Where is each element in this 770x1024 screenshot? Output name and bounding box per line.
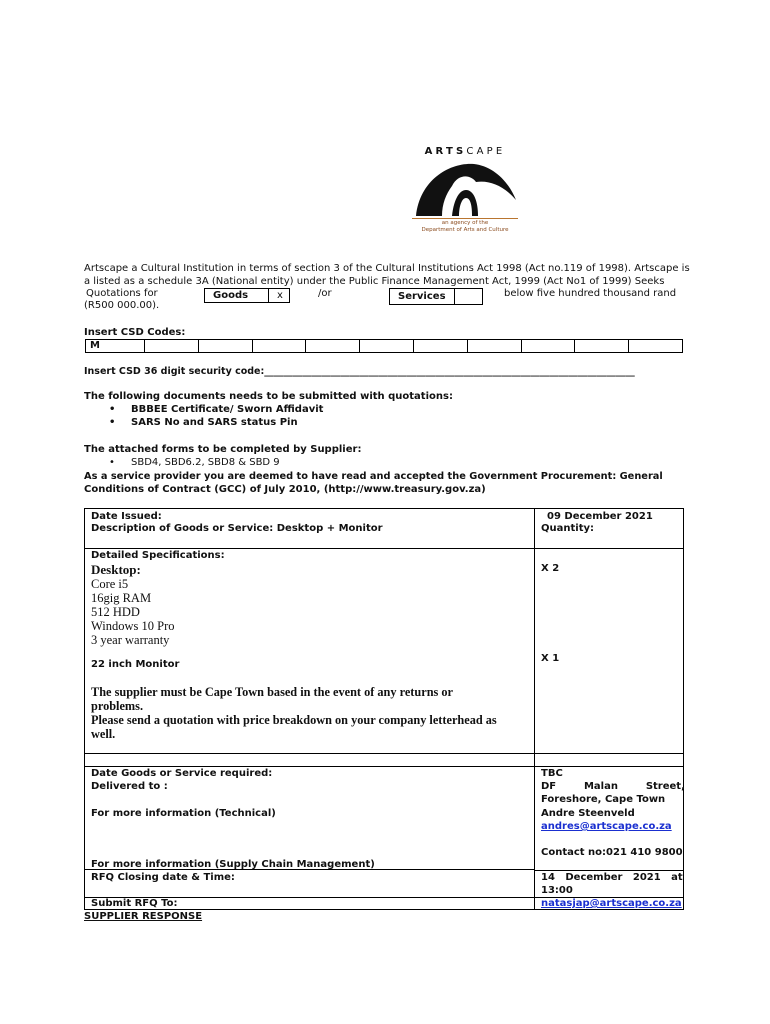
wordmark-light: CAPE — [466, 146, 506, 157]
services-checkbox-group — [389, 288, 483, 305]
tech-info-label: For more information (Technical) — [91, 808, 276, 819]
gcc-line-2: Conditions of Contract (GCC) of July 2010, (http://www.treasury.gov.za) — [84, 484, 486, 495]
quotations-for-label: Quotations for — [86, 288, 158, 299]
form-item: • SBD4, SBD6.2, SBD8 & SBD 9 — [131, 457, 280, 470]
below-amount-text: below five hundred thousand rand — [504, 288, 677, 299]
desktop-spec: Windows 10 Pro — [91, 619, 175, 633]
csd-code-cell[interactable] — [467, 340, 521, 353]
csd-code-cell[interactable] — [306, 340, 360, 353]
closing-time-value: 13:00 — [541, 885, 573, 896]
closing-date-value: 14 December 2021 at — [541, 872, 683, 883]
date-issued-value: 09 December 2021 — [547, 511, 653, 522]
tech-contact-email-link[interactable]: andres@artscape.co.za — [541, 821, 672, 832]
goods-checkbox[interactable]: x — [277, 290, 283, 301]
supplier-response-heading: SUPPLIER RESPONSE — [84, 911, 203, 922]
submit-rfq-label: Submit RFQ To: — [91, 898, 178, 909]
csd-code-cell[interactable] — [198, 340, 252, 353]
quantity-label: Quantity: — [541, 523, 594, 534]
security-code-label[interactable]: Insert CSD 36 digit security code:______________________________________________________________________________ — [84, 366, 635, 377]
desktop-quantity: X 2 — [541, 563, 560, 574]
csd-codes-label: Insert CSD Codes: — [84, 327, 186, 338]
supplier-note: The supplier must be Cape Town based in the event of any returns or — [91, 685, 454, 699]
csd-code-cell[interactable] — [413, 340, 467, 353]
services-divider — [454, 289, 455, 304]
csd-code-cell[interactable]: M — [86, 340, 145, 353]
or-text: /or — [318, 288, 332, 299]
csd-code-cell[interactable] — [629, 340, 683, 353]
desktop-spec: 3 year warranty — [91, 633, 170, 647]
specs-label: Detailed Specifications: — [91, 550, 225, 561]
amount-text: (R500 000.00). — [84, 300, 160, 311]
goods-divider — [268, 289, 269, 302]
goods-label: Goods — [213, 290, 249, 301]
document-item: • SARS No and SARS status Pin — [131, 417, 298, 430]
desktop-heading: Desktop: — [91, 562, 141, 577]
logo-divider — [412, 218, 518, 219]
date-issued-label: Date Issued: — [91, 511, 162, 522]
goods-checkbox-group — [204, 288, 290, 303]
table-row-divider — [534, 870, 683, 871]
desktop-spec: 512 HDD — [91, 605, 140, 619]
table-row-divider — [85, 548, 683, 549]
delivered-to-street: DF Malan Street, — [541, 781, 685, 792]
tech-contact-name: Andre Steenveld — [541, 808, 635, 819]
supplier-note: problems. — [91, 699, 144, 713]
date-required-value: TBC — [541, 768, 563, 779]
submit-email-link[interactable]: natasjap@artscape.co.za — [541, 898, 682, 909]
logo-tagline-2: Department of Arts and Culture — [421, 227, 509, 233]
table-row-divider — [85, 766, 683, 767]
csd-codes-table — [85, 339, 683, 353]
csd-code-cell[interactable] — [360, 340, 414, 353]
monitor-quantity: X 1 — [541, 653, 560, 664]
desktop-spec: Core i5 — [91, 577, 129, 591]
csd-code-cell[interactable] — [521, 340, 575, 353]
date-required-label: Date Goods or Service required: — [91, 768, 273, 779]
description-label: Description of Goods or Service: Desktop + Monitor — [91, 523, 383, 534]
csd-code-cell[interactable] — [145, 340, 199, 353]
document-item: • BBBEE Certificate/ Sworn Affidavit — [131, 404, 323, 417]
csd-code-cell[interactable] — [252, 340, 306, 353]
intro-line-1: Artscape a Cultural Institution in terms of section 3 of the Cultural Institutions Act 1998 (Act no.119 of 1998). Artscape is — [84, 263, 690, 274]
services-label: Services — [398, 291, 446, 302]
tech-contact-number: Contact no:021 410 9800 — [541, 847, 683, 858]
table-row-divider — [85, 753, 683, 754]
table-column-divider — [534, 509, 535, 909]
supplier-note: Please send a quotation with price breakdown on your company letterhead as — [91, 713, 497, 727]
desktop-spec: 16gig RAM — [91, 591, 152, 605]
forms-heading: The attached forms to be completed by Supplier: — [84, 444, 362, 455]
documents-heading: The following documents needs to be submitted with quotations: — [84, 391, 453, 402]
scm-info-label: For more information (Supply Chain Management) — [91, 859, 375, 870]
logo-tagline-1: an agency of the — [441, 220, 489, 226]
supplier-note: well. — [91, 727, 116, 741]
delivered-to-area: Foreshore, Cape Town — [541, 794, 666, 805]
gcc-line-1: As a service provider you are deemed to have read and accepted the Government Procurement: General — [84, 471, 663, 482]
closing-date-label: RFQ Closing date & Time: — [91, 872, 235, 883]
rfq-details-table — [84, 508, 684, 910]
wordmark-bold: ARTS — [424, 146, 467, 157]
delivered-to-label: Delivered to : — [91, 781, 168, 792]
csd-code-cell[interactable] — [575, 340, 629, 353]
intro-line-2: a listed as a schedule 3A (National entity) under the Public Finance Management Act, 1999 (Act No1 of 1999) Seeks — [84, 276, 665, 287]
monitor-label: 22 inch Monitor — [91, 659, 180, 670]
artscape-wordmark — [395, 146, 535, 157]
artscape-arch-logo-icon — [412, 160, 518, 218]
